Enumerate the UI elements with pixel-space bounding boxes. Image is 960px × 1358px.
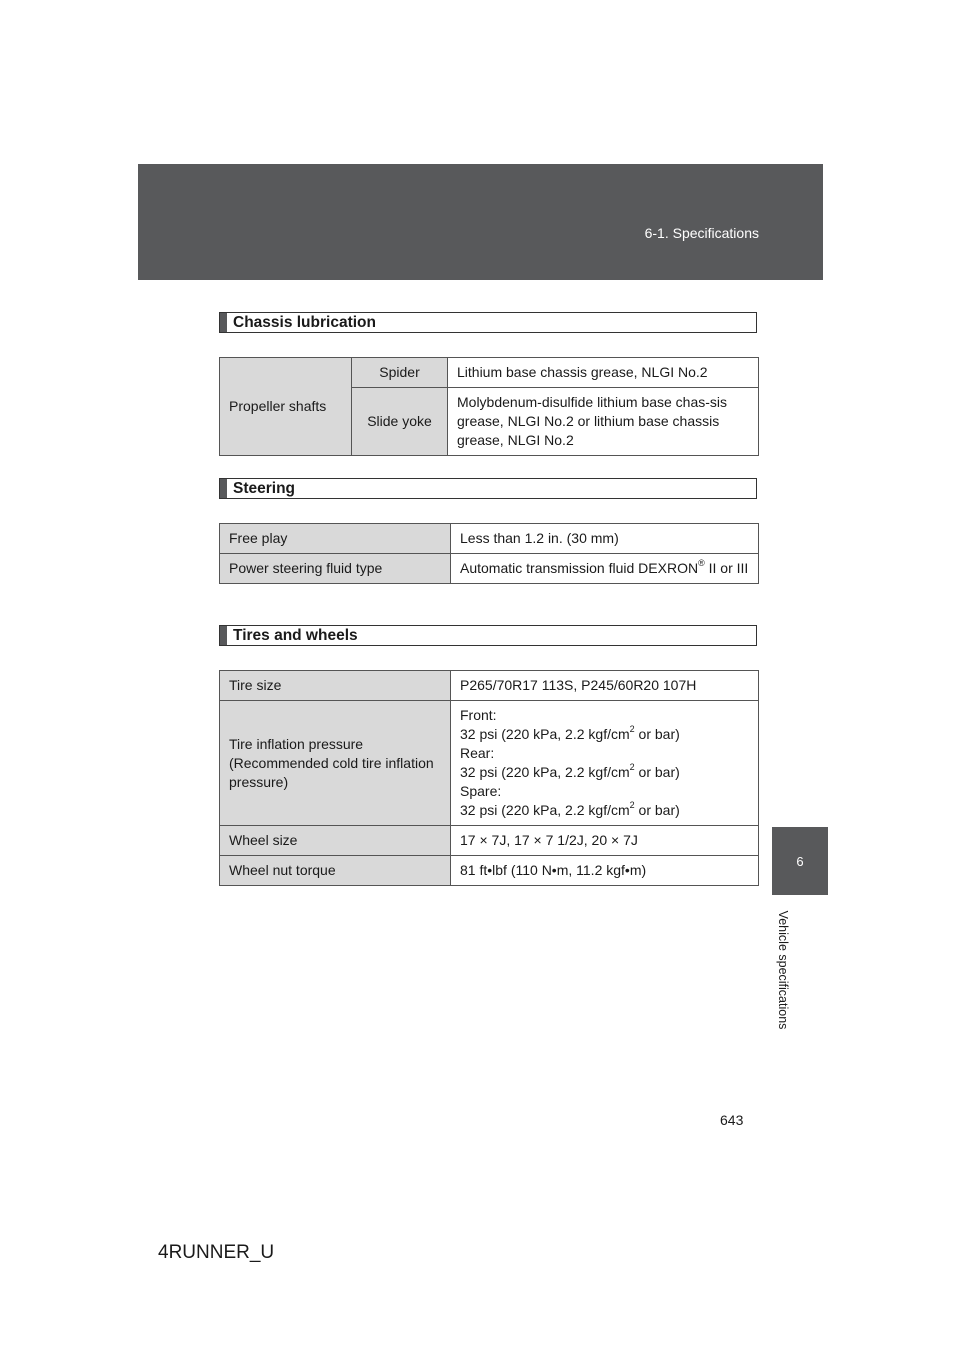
- superscript: 2: [629, 762, 635, 772]
- chassis-lubrication-heading: [219, 312, 757, 333]
- table-row: [220, 554, 759, 584]
- fluid-value-text: Automatic transmission fluid DEXRON: [460, 560, 699, 576]
- table-row: [220, 524, 759, 554]
- pressure-front-title: Front:: [460, 707, 497, 723]
- pressure-rear-text: 32 psi (220 kPa, 2.2 kgf/cm: [460, 764, 630, 780]
- fluid-value-suffix: II or III: [704, 560, 749, 576]
- chapter-tab: [772, 827, 828, 895]
- tires-heading-text: Tires and wheels: [233, 626, 358, 644]
- part-value-spider: Lithium base chassis grease, NLGI No.2: [448, 358, 759, 388]
- table-row: [220, 826, 759, 856]
- registered-mark: ®: [698, 558, 705, 568]
- superscript: 2: [629, 724, 635, 734]
- wheel-nut-torque-value: 81 ft•lbf (110 N•m, 11.2 kgf•m): [451, 856, 759, 886]
- pressure-rear-suffix: or bar): [634, 764, 680, 780]
- steering-table: [219, 523, 759, 584]
- chapter-label: [773, 897, 793, 1042]
- table-row: [220, 671, 759, 701]
- pressure-spare-suffix: or bar): [634, 802, 680, 818]
- steering-heading-text: Steering: [233, 479, 296, 497]
- free-play-value: Less than 1.2 in. (30 mm): [451, 524, 759, 554]
- page-number: 643: [720, 1112, 744, 1128]
- footer-code: 4RUNNER_U: [158, 1242, 275, 1263]
- chassis-heading-text: Chassis lubrication: [233, 313, 376, 331]
- part-value-slide-yoke: Molybdenum-disulfide lithium base chas-sis grease, NLGI No.2 or lithium base chassis grease, NLGI No.2: [448, 388, 759, 456]
- wheel-size-value: 17 × 7J, 17 × 7 1/2J, 20 × 7J: [451, 826, 759, 856]
- pressure-spare-text: 32 psi (220 kPa, 2.2 kgf/cm: [460, 802, 630, 818]
- part-label-slide-yoke: Slide yoke: [352, 388, 448, 456]
- tire-pressure-label: Tire inflation pressure (Recommended cold tire inflation pressure): [220, 701, 451, 826]
- pressure-rear-title: Rear:: [460, 745, 495, 761]
- table-row: [220, 856, 759, 886]
- pressure-front-suffix: or bar): [634, 726, 680, 742]
- tires-wheels-heading: [219, 625, 757, 646]
- tire-size-value: P265/70R17 113S, P245/60R20 107H: [451, 671, 759, 701]
- wheel-size-label: Wheel size: [220, 826, 451, 856]
- header-band: [138, 164, 823, 280]
- chapter-number: 6: [796, 853, 804, 869]
- pressure-front-text: 32 psi (220 kPa, 2.2 kgf/cm: [460, 726, 630, 742]
- fluid-type-label: Power steering fluid type: [220, 554, 451, 584]
- free-play-label: Free play: [220, 524, 451, 554]
- section-title: 6-1. Specifications: [644, 225, 759, 241]
- tires-wheels-table: [219, 670, 759, 886]
- tire-size-label: Tire size: [220, 671, 451, 701]
- chassis-lubrication-table: [219, 357, 759, 456]
- superscript: 2: [629, 800, 635, 810]
- chapter-label-text: Vehicle specifications: [776, 910, 790, 1029]
- tire-pressure-value: [451, 701, 759, 826]
- pressure-rear-value: [460, 763, 749, 782]
- propeller-shafts-label: Propeller shafts: [220, 358, 352, 456]
- pressure-front-value: [460, 725, 749, 744]
- pressure-spare-title: Spare:: [460, 783, 502, 799]
- pressure-spare-value: [460, 801, 749, 820]
- wheel-nut-torque-label: Wheel nut torque: [220, 856, 451, 886]
- steering-heading: [219, 478, 757, 499]
- table-row: [220, 701, 759, 826]
- part-label-spider: Spider: [352, 358, 448, 388]
- table-row: [220, 358, 759, 388]
- fluid-type-value: [451, 554, 759, 584]
